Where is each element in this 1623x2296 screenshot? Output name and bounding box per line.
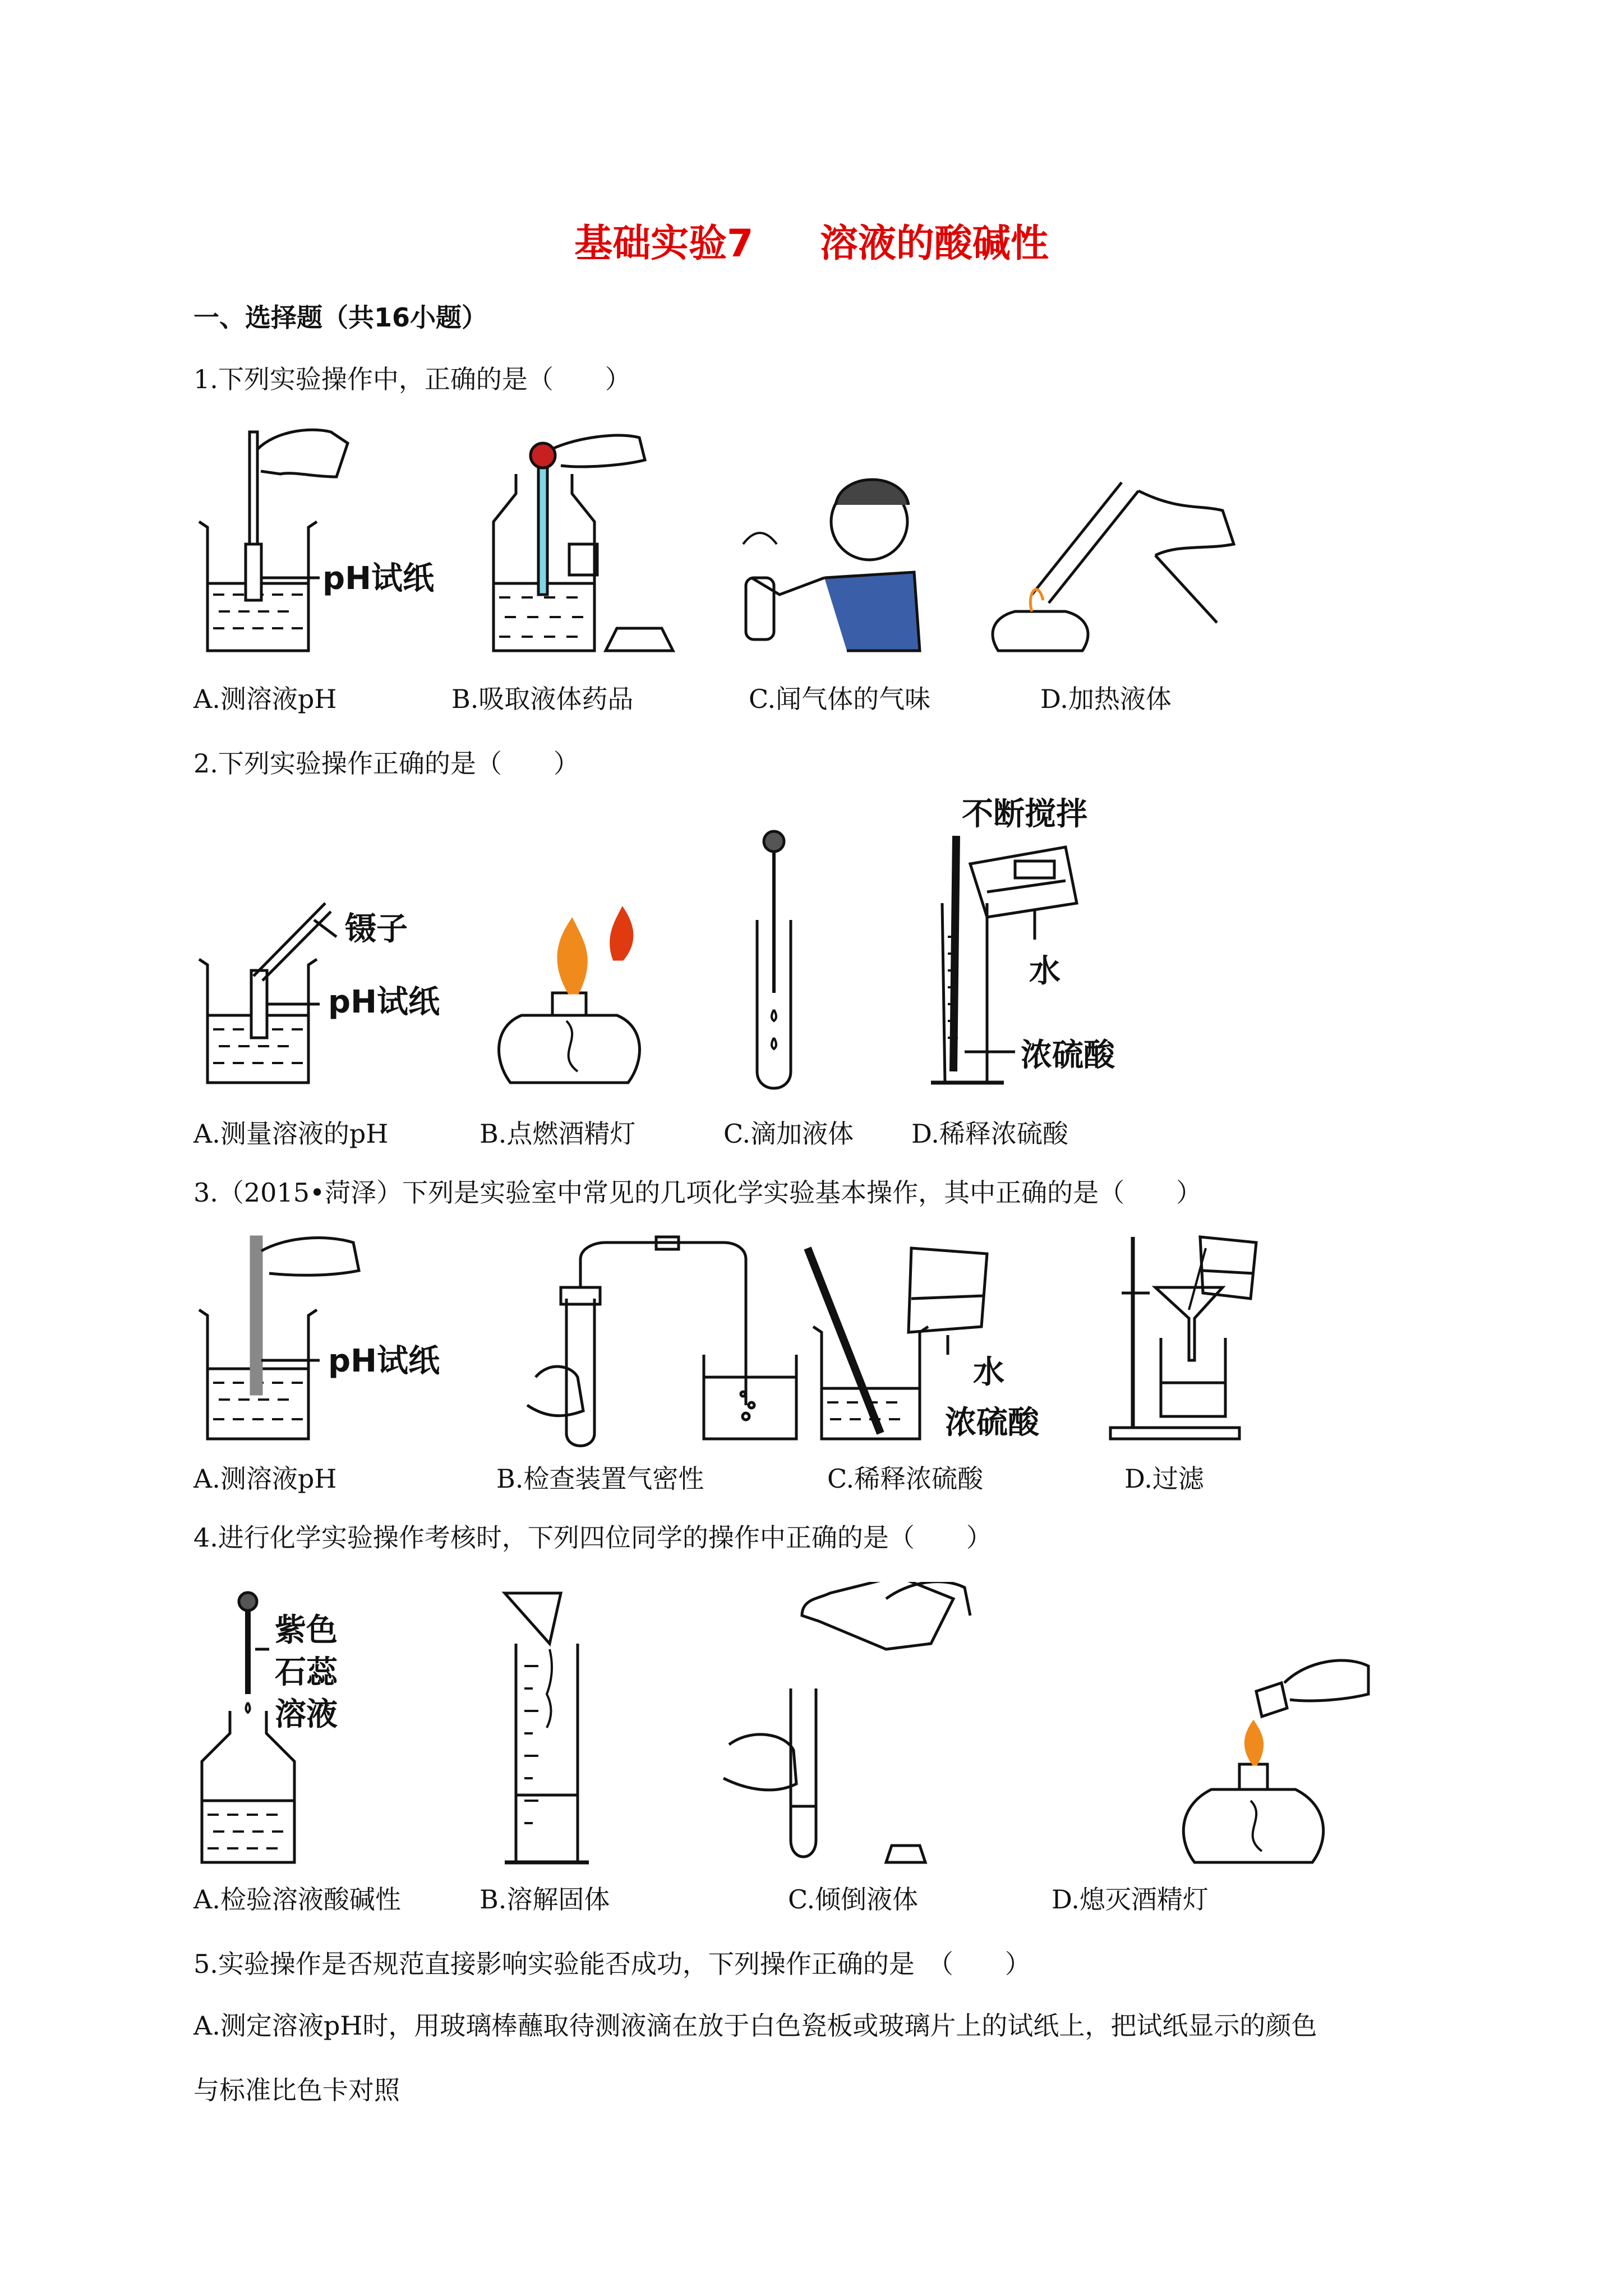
page-title: 基础实验7 溶液的酸碱性 (574, 222, 1049, 266)
person-smelling-icon (743, 480, 920, 651)
beaker-icon (199, 1237, 359, 1439)
alcohol-lamp-icon (1183, 1660, 1368, 1862)
tweezers-label: 镊子 (345, 911, 408, 947)
reagent-bottle-icon (494, 435, 673, 651)
filter-stand-icon (1110, 1237, 1256, 1439)
question-2-option-c: C.滴加液体 (723, 1119, 854, 1149)
alcohol-lamp-icon (499, 909, 640, 1083)
question-1-option-a: A.测溶液pH (193, 684, 337, 714)
ph-paper-label: pH试纸 (328, 984, 440, 1020)
question-4-stem: 4.进行化学实验操作考核时，下列四位同学的操作中正确的是（ ） (193, 1522, 992, 1553)
litmus-label-line3: 溶液 (275, 1696, 338, 1733)
question-3-option-a: A.测溶液pH (193, 1464, 337, 1494)
lamp-cap-icon (1256, 1683, 1287, 1717)
question-5-option-a-line1: A.测定溶液pH时，用玻璃棒蘸取待测液滴在放于白色瓷板或玻璃片上的试纸上，把试纸显示的颜色 (193, 2010, 1317, 2041)
question-4-option-c: C.倾倒液体 (788, 1884, 919, 1915)
test-tube-icon (723, 1582, 970, 1862)
airtightness-apparatus-icon (527, 1237, 796, 1446)
question-2-figures (191, 791, 1424, 1094)
question-5-option-a-line2: 与标准比色卡对照 (193, 2075, 400, 2105)
tweezers-icon (253, 903, 331, 981)
beaker-icon (199, 430, 348, 651)
question-1-stem: 1.下列实验操作中，正确的是（ ） (193, 364, 631, 394)
question-1-option-d: D.加热液体 (1040, 684, 1172, 714)
question-4-option-d: D.熄灭酒精灯 (1052, 1884, 1209, 1915)
water-label: 水 (1029, 953, 1061, 990)
question-1-option-c: C.闻气体的气味 (749, 684, 931, 714)
acid-label: 浓硫酸 (1021, 1037, 1115, 1074)
question-3-option-b: B.检查装置气密性 (496, 1464, 704, 1494)
stir-label: 不断搅拌 (962, 796, 1087, 832)
question-2-option-d: D.稀释浓硫酸 (911, 1119, 1068, 1149)
question-2-option-a: A.测量溶液的pH (193, 1119, 389, 1149)
test-tube-icon (757, 831, 791, 1088)
acid-label: 浓硫酸 (945, 1405, 1039, 1441)
litmus-label-line1: 紫色 (275, 1612, 338, 1649)
litmus-label-line2: 石蕊 (275, 1654, 338, 1691)
ph-paper-label: pH试纸 (328, 1343, 440, 1379)
question-2-stem: 2.下列实验操作正确的是（ ） (193, 748, 579, 779)
question-1-figures (191, 409, 1424, 662)
question-3-figures (191, 1226, 1424, 1450)
graduated-cylinder-icon (505, 1593, 589, 1862)
question-2-option-b: B.点燃酒精灯 (479, 1119, 636, 1149)
beaker-icon (199, 903, 336, 1083)
section-heading: 一、选择题（共16小题） (193, 302, 488, 333)
ph-paper-label: pH试纸 (322, 560, 434, 597)
question-3-stem: 3.（2015•菏泽）下列是实验室中常见的几项化学实验基本操作，其中正确的是（ ） (193, 1177, 1202, 1208)
question-3-option-d: D.过滤 (1124, 1464, 1204, 1494)
question-4-figures (191, 1582, 1424, 1874)
water-label: 水 (973, 1354, 1004, 1391)
question-3-option-c: C.稀释浓硫酸 (827, 1464, 984, 1494)
question-5-stem: 5.实验操作是否规范直接影响实验能否成功，下列操作正确的是 （ ） (193, 1949, 1031, 1979)
question-4-option-a: A.检验溶液酸碱性 (193, 1884, 401, 1915)
question-4-option-b: B.溶解固体 (479, 1884, 610, 1915)
question-1-option-b: B.吸取液体药品 (451, 684, 634, 714)
heating-tube-icon (993, 482, 1234, 651)
